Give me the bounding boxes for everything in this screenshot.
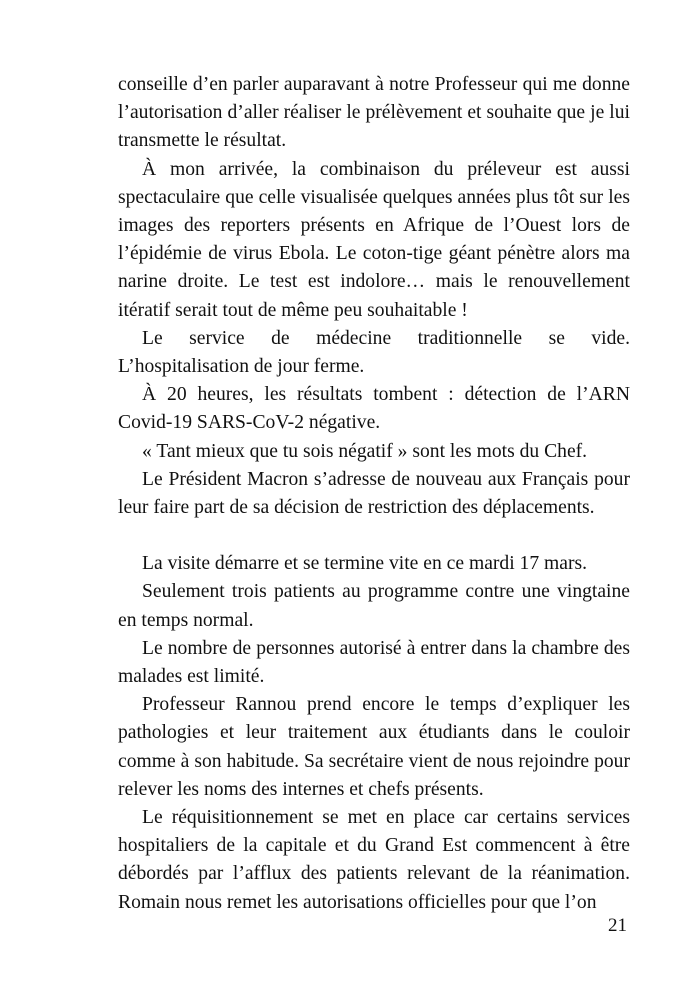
- paragraph-professor: Professeur Rannou prend encore le temps d’expliquer les pathologies et leur traitement aux étudiants dans le couloir comme à son habitude. Sa secrétaire vient de nous rejoindre pour relever les noms des internes et chefs présents.: [118, 694, 630, 800]
- paragraph-visit: La visite démarre et se termine vite en ce mardi 17 mars.: [142, 553, 588, 575]
- paragraph-arrival: À mon arrivée, la combinaison du préleveur est aussi spectaculaire que celle visualisée quelques années plus tôt sur les images des reporters présents en Afrique de l’Ouest lors de l’épidémie de virus Ebola. Le coton-tige géant pénètre alors ma narine droite. Le test est indolore… mais le renouvellement itératif serait tout de même peu souhaitable !: [118, 158, 630, 321]
- page-number: 21: [608, 915, 627, 936]
- paragraph-requisition: Le réquisitionnement se met en place car certains services hospitaliers de la capitale et du Grand Est commencent à être débordés par l’afflux des patients relevant de la réanimation. Romain nous remet les autorisations officielles pour que l’on: [118, 807, 630, 913]
- paragraph-continuation: conseille d’en parler auparavant à notre Professeur qui me donne l’autorisation d’aller réaliser le prélèvement et souhaite que je lui transmette le résultat.: [118, 74, 630, 152]
- section-break: [118, 522, 630, 550]
- page-body: [118, 71, 630, 917]
- paragraph-quote: « Tant mieux que tu sois négatif » sont les mots du Chef.: [142, 440, 588, 462]
- paragraph-president: Le Président Macron s’adresse de nouveau aux Français pour leur faire part de sa décision de restriction des déplacements.: [118, 468, 630, 519]
- paragraph-patients: Seulement trois patients au programme contre une vingtaine en temps normal.: [118, 581, 630, 631]
- paragraph-limit: Le nombre de personnes autorisé à entrer dans la chambre des malades est limité.: [118, 637, 630, 688]
- paragraph-service: Le service de médecine traditionnelle se vide. L’hospitalisation de jour ferme.: [118, 327, 630, 378]
- paragraph-results: À 20 heures, les résultats tombent : détection de l’ARN Covid-19 SARS-CoV-2 négative.: [118, 384, 630, 434]
